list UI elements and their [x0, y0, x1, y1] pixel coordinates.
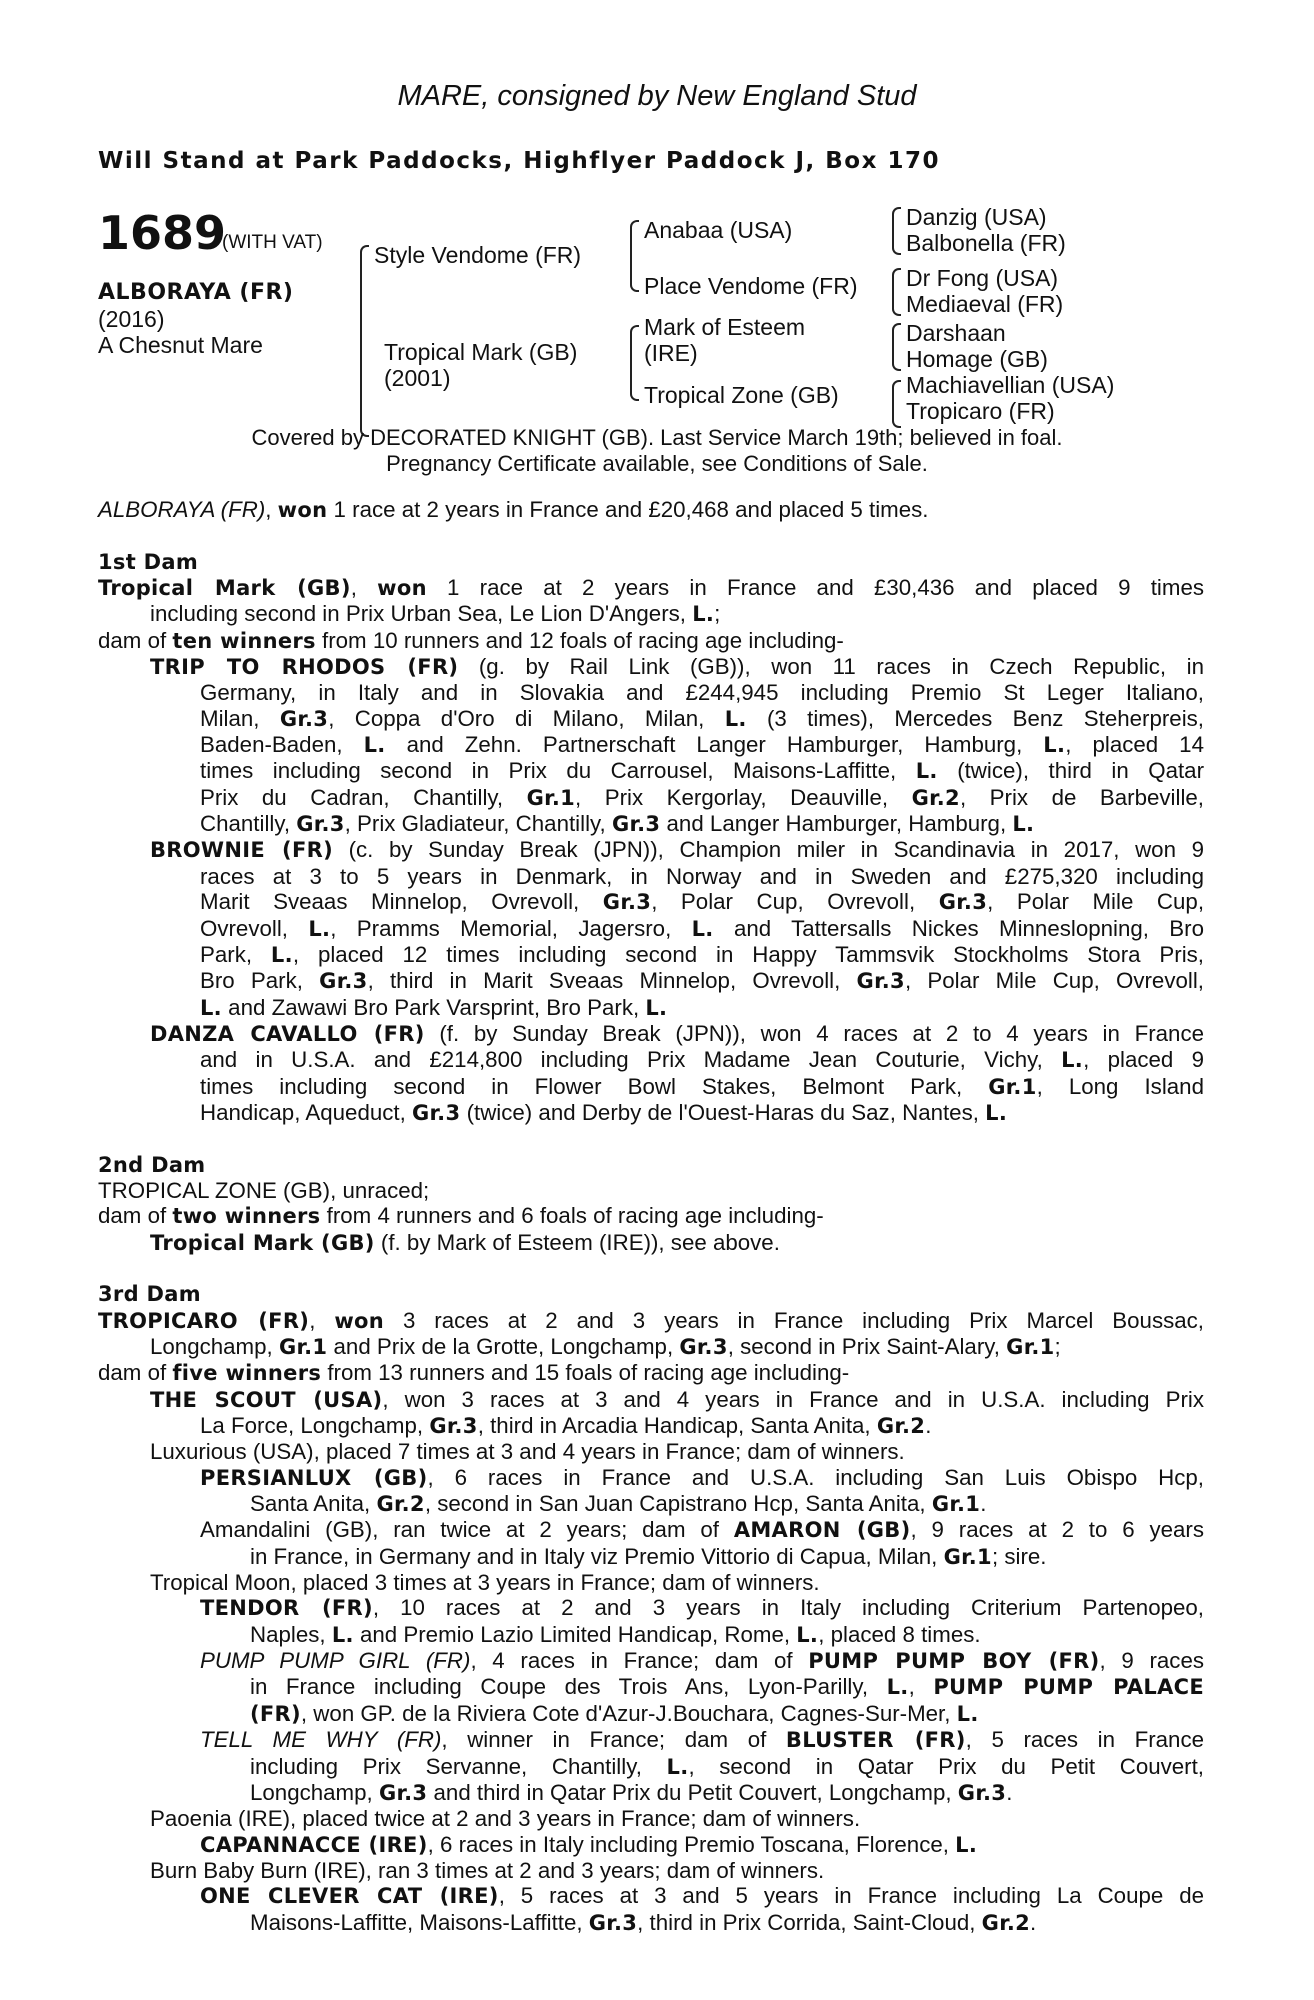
pedigree-bracket	[892, 268, 901, 294]
dam1-intro: Tropical Mark (GB), won 1 race at 2 years in France and £30,436 and placed 9 times	[98, 575, 1204, 601]
pedigree-dam-sire: Mark of Esteem	[644, 314, 806, 340]
stand-location: Will Stand at Park Paddocks, Highflyer Paddock J, Box 170	[98, 148, 940, 174]
section-heading: 1st Dam	[98, 549, 199, 574]
pedigree-dam-dam: Tropical Zone (GB)	[644, 382, 839, 408]
progeny-entry: Luxurious (USA), placed 7 times at 3 and 4 years in France; dam of winners.	[150, 1439, 905, 1465]
progeny-entry: ONE CLEVER CAT (IRE), 5 races at 3 and 5 years in France including La Coupe de	[200, 1883, 1204, 1909]
lot-number: 1689	[98, 206, 227, 260]
horse-name: ALBORAYA (FR)	[98, 280, 294, 305]
dam1-section	[98, 549, 1204, 575]
pedigree-dam-sire-country: (IRE)	[644, 340, 698, 366]
progeny-entry: TELL ME WHY (FR), winner in France; dam of BLUSTER (FR), 5 races in France	[200, 1727, 1204, 1753]
progeny-name: TELL ME WHY (FR)	[200, 1727, 442, 1753]
dam-of-line: dam of two winners from 4 runners and 6 foals of racing age including-	[98, 1203, 824, 1229]
progeny-entry: PUMP PUMP GIRL (FR), 4 races in France; dam of PUMP PUMP BOY (FR), 9 races	[200, 1648, 1204, 1674]
dam-name: TROPICARO (FR)	[98, 1308, 310, 1333]
pedigree-dsd: Homage (GB)	[906, 346, 1048, 372]
catalogue-text: ALBORAYA (FR), won 1 race at 2 years in France and £20,468 and placed 5 times. 1st Dam Tropical Mark (GB), won 1 race at 2 years in France and £30,436 and placed 9 times including second in Prix Urban Sea, Le Lion D'Angers, L.; dam of ten winners from 10 runners and 12 foals of racing age including- TRIP TO RHODOS (FR) (g. by Rail Link (GB)), won 11 races in Czech Republic, in Germany, in Italy and in Slovakia and £244,945 including Premio St Leger Italiano, Milan, Gr.3, Coppa d'Oro di Milano, Milan, L. (3 times), Mercedes Benz Steherpreis, Baden-Baden, L. and Zehn. Partnerschaft Langer Hamburger, Hamburg, L., placed 14 times including second in Prix du Carrousel, Maisons-Laffitte, L. (twice), third in Qatar Prix du Cadran, Chantilly, Gr.1, Prix Kergorlay, Deauville, Gr.2, Prix de Barbeville, Chantilly, Gr.3, Prix Gladiateur, Chantilly, Gr.3 and Langer Hamburger, Hamburg, L. BROWNIE (FR) (c. by Sunday Break (JPN)), Champion miler in Scandinavia in 2017, won 9 races at 3 to 5 years in Denmark, in Norway and in Sweden and £275,320 including Marit Sveaas Minnelop, Ovrevoll, Gr.3, Polar Cup, Ovrevoll, Gr.3, Polar Mile Cup, Ovrevoll, L., Pramms Memorial, Jagersro, L. and Tattersalls Nickes Minneslopning, Bro Park, L., placed 12 times including second in Happy Tammsvik Stockholms Stora Pris, Bro Park, Gr.3, third in Marit Sveaas Minnelop, Ovrevoll, Gr.3, Polar Mile Cup, Ovrevoll, L. and Zawawi Bro Park Varsprint, Bro Park, L. DANZA CAVALLO (FR) (f. by Sunday Break (JPN)), won 4 races at 2 to 4 years in France and in U.S.A. and £214,800 including Prix Madame Jean Couturie, Vichy, L., placed 9 times including second in Flower Bowl Stakes, Belmont Park, Gr.1, Long Island Handicap, Aqueduct, Gr.3 (twice) and Derby de l'Ouest-Haras du Saz, Nantes, L. 2nd Dam TROPICAL ZONE (GB), unraced; dam of two winners from 4 runners and 6 foals of racing age including- Tropical Mark (GB) (f. by Mark of Esteem (IRE)), see above. 3rd Dam TROPICARO (FR), won 3 races at 2 and 3 years in France including Prix Marcel Boussac, Longchamp, Gr.1 and Prix de la Grotte, Longchamp, Gr.3, second in Prix Saint-Alary, Gr.1; dam of five winners from 13 runners and 15 foals of racing age including- THE SCOUT (USA), won 3 races at 3 and 4 years in France and in U.S.A. including Prix La Force, Longchamp, Gr.3, third in Arcadia Handicap, Santa Anita, Gr.2. Luxurious (USA), placed 7 times at 3 and 4 years in France; dam of winners. PERSIANLUX (GB), 6 races in France and U.S.A. including San Luis Obispo Hcp, Santa Anita, Gr.2, second in San Juan Capistrano Hcp, Santa Anita, Gr.1. Amandalini (GB), ran twice at 2 years; dam of AMARON (GB), 9 races at 2 to 6 years in France, in Germany and in Italy viz Premio Vittorio di Capua, Milan, Gr.1; sire. Tropical Moon, placed 3 times at 3 years in France; dam of winners. TENDOR (FR), 10 races at 2 and 3 years in Italy including Criterium Partenopeo, Naples, L. and Premio Lazio Limited Handicap, Rome, L., placed 8 times. PUMP PUMP GIRL (FR), 4 races in France; dam of PUMP PUMP BOY (FR), 9 races in France including Coupe des Trois Ans, Lyon-Parilly, L., PUMP PUMP PALACE (FR), won GP. de la Riviera Cote d'Azur-J.Bouchara, Cagnes-Sur-Mer, L. TELL ME WHY (FR), winner in France; dam of BLUSTER (FR), 5 races in France including Prix Servanne, Chantilly, L., second in Qatar Prix du Petit Couvert, Longchamp, Gr.3 and third in Qatar Prix du Petit Couvert, Longchamp, Gr.3. Paoenia (IRE), placed twice at 2 and 3 years in France; dam of winners. CAPANNACCE (IRE), 6 races in Italy including Premio Toscana, Florence, L. Burn Baby Burn (IRE), ran 3 times at 2 and 3 years; dam of winners. ONE CLEVER CAT (IRE), 5 races at 3 and 5 years in France including La Coupe de Maisons-Laffitte, Maisons-Laffitte, Gr.3, third in Prix Corrida, Saint-Cloud, Gr.2.	[98, 497, 1205, 1935]
pedigree-ddd: Tropicaro (FR)	[906, 398, 1055, 424]
pedigree-bracket	[360, 245, 369, 339]
progeny-name: DANZA CAVALLO (FR)	[150, 1021, 425, 1046]
progeny-name: Tropical Mark (GB)	[150, 1230, 375, 1255]
pedigree-bracket	[892, 207, 901, 233]
progeny-entry: Tropical Moon, placed 3 times at 3 years in France; dam of winners.	[150, 1570, 820, 1596]
pedigree-ssd: Balbonella (FR)	[906, 230, 1066, 256]
dam-name: Tropical Mark (GB)	[98, 576, 351, 601]
pedigree-bracket	[630, 256, 639, 292]
section-heading: 3rd Dam	[98, 1282, 201, 1307]
summary-line: ALBORAYA (FR), won 1 race at 2 years in France and £20,468 and placed 5 times.	[98, 497, 929, 522]
progeny-name: TRIP TO RHODOS (FR)	[150, 655, 459, 680]
pedigree-bracket	[630, 325, 639, 363]
pedigree-dam-year: (2001)	[384, 365, 451, 391]
dam-of-line: dam of five winners from 13 runners and 15 foals of racing age including-	[98, 1360, 850, 1386]
pedigree-bracket	[892, 231, 901, 255]
pedigree-sire-sire: Anabaa (USA)	[644, 217, 793, 243]
pedigree-sds: Dr Fong (USA)	[906, 265, 1059, 291]
progeny-entry: TRIP TO RHODOS (FR) (g. by Rail Link (GB)), won 11 races in Czech Republic, in	[150, 654, 1204, 680]
pedigree-bracket	[892, 347, 901, 371]
progeny-entry: DANZA CAVALLO (FR) (f. by Sunday Break (JPN)), won 4 races at 2 to 4 years in France	[150, 1020, 1204, 1046]
pedigree-bracket	[360, 337, 369, 437]
dam2-section	[98, 1152, 1204, 1178]
covered-line: Covered by DECORATED KNIGHT (GB). Last Service March 19th; believed in foal.	[251, 425, 1063, 450]
pedigree-bracket	[892, 323, 901, 349]
pedigree-sire: Style Vendome (FR)	[374, 242, 582, 268]
progeny-entry: BROWNIE (FR) (c. by Sunday Break (JPN)), Champion miler in Scandinavia in 2017, won 9	[150, 837, 1204, 863]
horse-year: (2016)	[98, 306, 165, 332]
horse-name: ALBORAYA (FR)	[98, 497, 266, 522]
pedigree-dss: Darshaan	[906, 320, 1006, 346]
pedigree-bracket	[892, 380, 901, 406]
progeny-name: THE SCOUT (USA)	[150, 1387, 383, 1412]
pedigree-dds: Machiavellian (USA)	[906, 372, 1115, 398]
progeny-entry: Amandalini (GB), ran twice at 2 years; dam of AMARON (GB), 9 races at 2 to 6 years	[200, 1517, 1204, 1543]
pedigree-bracket	[630, 220, 639, 258]
progeny-entry: THE SCOUT (USA), won 3 races at 3 and 4 years in France and in U.S.A. including Prix	[150, 1386, 1204, 1412]
progeny-entry: Paoenia (IRE), placed twice at 2 and 3 years in France; dam of winners.	[150, 1806, 861, 1832]
certificate-line: Pregnancy Certificate available, see Conditions of Sale.	[386, 451, 928, 476]
progeny-name: CAPANNACCE (IRE)	[200, 1832, 428, 1857]
progeny-name: TENDOR (FR)	[200, 1596, 373, 1621]
progeny-entry: Burn Baby Burn (IRE), ran 3 times at 2 and 3 years; dam of winners.	[150, 1857, 825, 1883]
vat-note: (WITH VAT)	[222, 232, 323, 253]
progeny-name: PERSIANLUX (GB)	[200, 1465, 428, 1490]
consignor-line: MARE, consigned by New England Stud	[397, 80, 917, 112]
pedigree-dam: Tropical Mark (GB)	[384, 339, 578, 365]
pedigree-sss: Danzig (USA)	[906, 204, 1047, 230]
horse-description: A Chesnut Mare	[98, 332, 263, 358]
won-text: won	[277, 498, 328, 522]
dam3-section	[98, 1281, 1204, 1307]
pedigree-sdd: Mediaeval (FR)	[906, 291, 1064, 317]
progeny-entry: TENDOR (FR), 10 races at 2 and 3 years in Italy including Criterium Partenopeo,	[200, 1595, 1204, 1621]
pedigree-bracket	[630, 361, 639, 401]
progeny-entry: Tropical Mark (GB) (f. by Mark of Esteem (IRE)), see above.	[150, 1229, 780, 1255]
section-heading: 2nd Dam	[98, 1152, 206, 1177]
progeny-name: ONE CLEVER CAT (IRE)	[200, 1884, 499, 1909]
progeny-name: BROWNIE (FR)	[150, 838, 333, 863]
progeny-name: PUMP PUMP GIRL (FR)	[200, 1648, 471, 1674]
dam-of-line: dam of ten winners from 10 runners and 12 foals of racing age including-	[98, 627, 844, 653]
progeny-entry: CAPANNACCE (IRE), 6 races in Italy including Premio Toscana, Florence, L.	[200, 1831, 978, 1857]
pedigree-bracket	[892, 292, 901, 316]
progeny-entry: PERSIANLUX (GB), 6 races in France and U.S.A. including San Luis Obispo Hcp,	[200, 1464, 1204, 1490]
pedigree-sire-dam: Place Vendome (FR)	[644, 273, 858, 299]
